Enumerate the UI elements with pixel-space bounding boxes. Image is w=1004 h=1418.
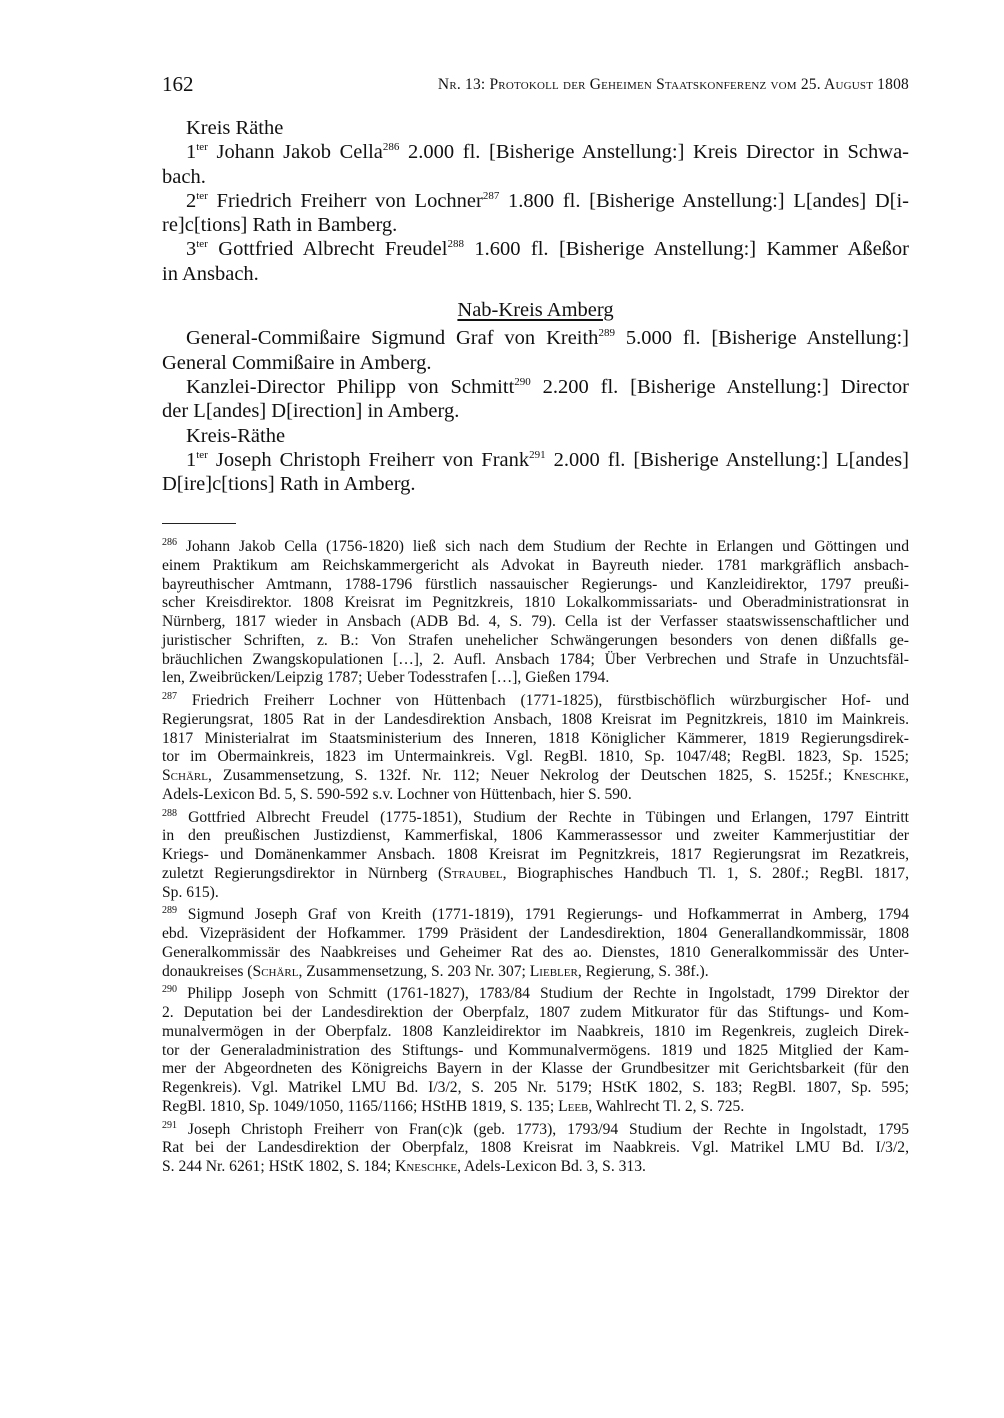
- footnote-line: S. 244 Nr. 6261; HStK 1802, S. 184; Kneschke, Adels-Lexicon Bd. 3, S. 313.: [162, 1158, 646, 1175]
- footnote-number: 286: [162, 536, 177, 548]
- footnote-line: einem Praktikum am Reichskammergericht als Advokat in Bayreuth nieder. 1781 markgräflich ansbach-: [162, 556, 909, 574]
- text-line: bach.: [162, 165, 206, 188]
- running-title: Nr. 13: Protokoll der Geheimen Staatskonferenz vom 25. August 1808: [437, 76, 909, 93]
- page-header: [162, 72, 909, 100]
- footnote-line: tor der Generaladministration des Stiftungs- und Kommunalvermögens. 1819 und 1825 Mitglied der Kam-: [162, 1041, 909, 1059]
- footnote-line: Regenkreis). Vgl. Matrikel LMU Bd. I/3/2, S. 205 Nr. 5179; HStK 1802, S. 183; RegBl. 1807, Sp. 595;: [162, 1079, 909, 1096]
- footnote-line: len, Zweibrücken/Leipzig 1787; Ueber Todesstrafen […], Gießen 1794.: [162, 669, 610, 687]
- text-line: D[ire]c[tions] Rath in Amberg.: [162, 473, 416, 496]
- footnote-number: 290: [162, 984, 177, 996]
- footnote-line: bayreuthischer Amtmann, 1788-1796 fürstlich nassauischer Regierungs- und Kanzleidirektor, 1797 preußi-: [162, 575, 909, 593]
- text-line: re]c[tions] Rath in Bamberg.: [162, 214, 398, 237]
- text-line: Kanzlei-Director Philipp von Schmitt$^{290}$ 2.200 fl. [Bisherige Anstellung:] Director: [186, 375, 909, 398]
- section-heading: [162, 298, 909, 322]
- footnote-line: $^{290}$ Philipp Joseph von Schmitt (1761-1827), 1783/84 Studium der Rechte in Ingolstadt, 1799 Direktor der: [162, 984, 909, 1003]
- footnote-line: scher Kreisdirektor. 1808 Kreisrat im Pegnitzkreis, 1810 Lokalkommissariats- und Oberadministrationsrat in: [162, 594, 909, 612]
- footnote-line: Rat bei der Landesdirektion der Oberpfalz, 1808 Kreisrat im Naabkreis. Vgl. Matrikel LMU Bd. I/3/2,: [162, 1139, 909, 1157]
- footnote-line: Sp. 615).: [162, 883, 219, 901]
- footnote-line: ebd. Vizepräsident der Hofkammer. 1799 Präsident der Landesdirektion, 1804 Generallandkommissär, 1808: [162, 925, 909, 942]
- footnote-line: 2. Deputation bei der Landesdirektion der Oberpfalz, 1807 zudem Mitkurator für das Stiftungs- und Kom-: [162, 1004, 909, 1021]
- text-line: in Ansbach.: [162, 262, 259, 285]
- footnote-line: donaukreises (Schärl, Zusammensetzung, S. 203 Nr. 307; Liebler, Regierung, S. 38f.).: [162, 962, 709, 980]
- text-line: $2^{ter}$ Friedrich Freiherr von Lochner$^{287}$ 1.800 fl. [Bisherige Anstellung:] L[andes] D[i-: [186, 189, 910, 212]
- footnote-290: [162, 985, 909, 1116]
- footnote-line: $^{288}$ Gottfried Albrecht Freudel (1775-1851), Studium der Rechte in Tübingen und Erlangen, 1797 Eintritt: [162, 807, 910, 826]
- footnote-line: juristischer Schriften, z. B.: Von Strafen unehelicher Schwängerungen besonders von denen dißfalls ge-: [162, 631, 909, 649]
- footnote-line: munalvermögen in der Oberpfalz. 1808 Kanzleidirektor im Naabkreis, 1810 im Regenkreis, zugleich Direk-: [162, 1022, 909, 1040]
- footnote-line: $^{286}$ Johann Jakob Cella (1756-1820) ließ sich nach dem Studium der Rechte in Erlangen und Göttingen und: [162, 536, 909, 555]
- footnote-line: RegBl. 1810, Sp. 1049/1050, 1165/1166; HStHB 1819, S. 135; Leeb, Wahlrecht Tl. 2, S. 725.: [162, 1097, 745, 1115]
- footnote-287: [162, 692, 909, 805]
- footnote-line: in den preußischen Justizdienst, Kammerfiskal, 1806 Kammerassessor und zweiter Kammerjustitiar der: [162, 827, 909, 845]
- footnote-number: 287: [162, 690, 177, 702]
- footnote-line: Schärl, Zusammensetzung, S. 132f. Nr. 112; Neuer Nekrolog der Deutschen 1825, S. 1525f.; Kneschke,: [162, 767, 909, 784]
- footnote-separator: [162, 523, 236, 524]
- footnote-line: $^{287}$ Friedrich Freiherr Lochner von Hüttenbach (1771-1825), fürstbischöflich würzburgischer Hof- und: [162, 690, 909, 709]
- footnote-line: $^{289}$ Sigmund Joseph Graf von Kreith (1771-1819), 1791 Regierungs- und Hofkammerrat in Amberg, 1794: [162, 905, 909, 924]
- footnote-286: [162, 538, 909, 688]
- footnote-number: 289: [162, 905, 177, 917]
- footnotes: [162, 538, 909, 1181]
- text-line: $1^{ter}$ Johann Jakob Cella$^{286}$ 2.000 fl. [Bisherige Anstellung:] Kreis Director in Schwa-: [186, 141, 909, 164]
- footnote-289: [162, 906, 909, 981]
- main-text: [162, 116, 909, 496]
- footnote-line: mer der Abgeordneten des Königreichs Bayern in der Klasse der Grundbesitzer mit Gerichtsbarkeit (für den: [162, 1060, 909, 1078]
- text-line: $3^{ter}$ Gottfried Albrecht Freudel$^{288}$ 1.600 fl. [Bisherige Anstellung:] Kammer Aßeßor: [186, 238, 910, 261]
- footnote-line: tor im Obermainkreis, 1823 im Untermainkreis. Vgl. RegBl. 1810, Sp. 1047/48; RegBl. 1823, Sp. 1525;: [162, 748, 909, 766]
- footnote-line: bräuchlichen Zwangskopulationen […], 2. Aufl. Ansbach 1784; Über Verbrechen und Strafe in Unzuchtsfäl-: [162, 650, 909, 668]
- page-number: 162: [162, 72, 194, 96]
- footnote-line: zuletzt Regierungsdirektor in Nürnberg (Straubel, Biographisches Handbuch Tl. 1, S. 280f.; RegBl. 1817,: [162, 864, 909, 882]
- footnote-288: [162, 809, 909, 903]
- text-line: Kreis-Räthe: [186, 424, 286, 447]
- footnote-line: Adels-Lexicon Bd. 5, S. 590-592 s.v. Lochner von Hüttenbach, hier S. 590.: [162, 785, 632, 803]
- text-line: General Commißaire in Amberg.: [162, 351, 432, 374]
- footnote-line: $^{291}$ Joseph Christoph Freiherr von Fran(c)k (geb. 1773), 1793/94 Studium der Rechte in Ingolstadt, 1795: [162, 1119, 909, 1138]
- footnote-line: Regierungsrat, 1805 Rat in der Landesdirektion Ansbach, 1808 Kreisrat im Pegnitzkreis, 1810 im Mainkreis.: [162, 710, 909, 728]
- footnote-line: Kriegs- und Domänenkammer Ansbach. 1808 Kreisrat im Pegnitzkreis, 1817 Regierungsrat im Rezatkreis,: [162, 846, 909, 863]
- footnote-line: Generalkommissär des Naabkreises und Geheimer Rat des ao. Dienstes, 1810 Generalkommissär des Unter-: [162, 943, 909, 961]
- footnote-number: 288: [162, 807, 177, 819]
- footnote-line: Nürnberg, 1817 wieder in Ansbach (ADB Bd. 4, S. 79). Cella ist der Verfasser staatswissenschaftlicher und: [162, 613, 909, 630]
- text-line: Kreis Räthe: [186, 117, 284, 139]
- section-heading-text: Nab-Kreis Amberg: [457, 299, 614, 322]
- text-line: $1^{ter}$ Joseph Christoph Freiherr von Frank$^{291}$ 2.000 fl. [Bisherige Anstellung:] L[andes]: [186, 448, 909, 471]
- text-line: General-Commißaire Sigmund Graf von Kreith$^{289}$ 5.000 fl. [Bisherige Anstellung:]: [186, 327, 909, 350]
- footnote-line: 1817 Ministerialrat im Staatsministerium des Inneren, 1818 Königlicher Kämmerer, 1819 Regierungsdirek-: [162, 729, 909, 747]
- text-line: der L[andes] D[irection] in Amberg.: [162, 400, 460, 423]
- footnote-291: [162, 1121, 909, 1177]
- footnote-number: 291: [162, 1119, 177, 1131]
